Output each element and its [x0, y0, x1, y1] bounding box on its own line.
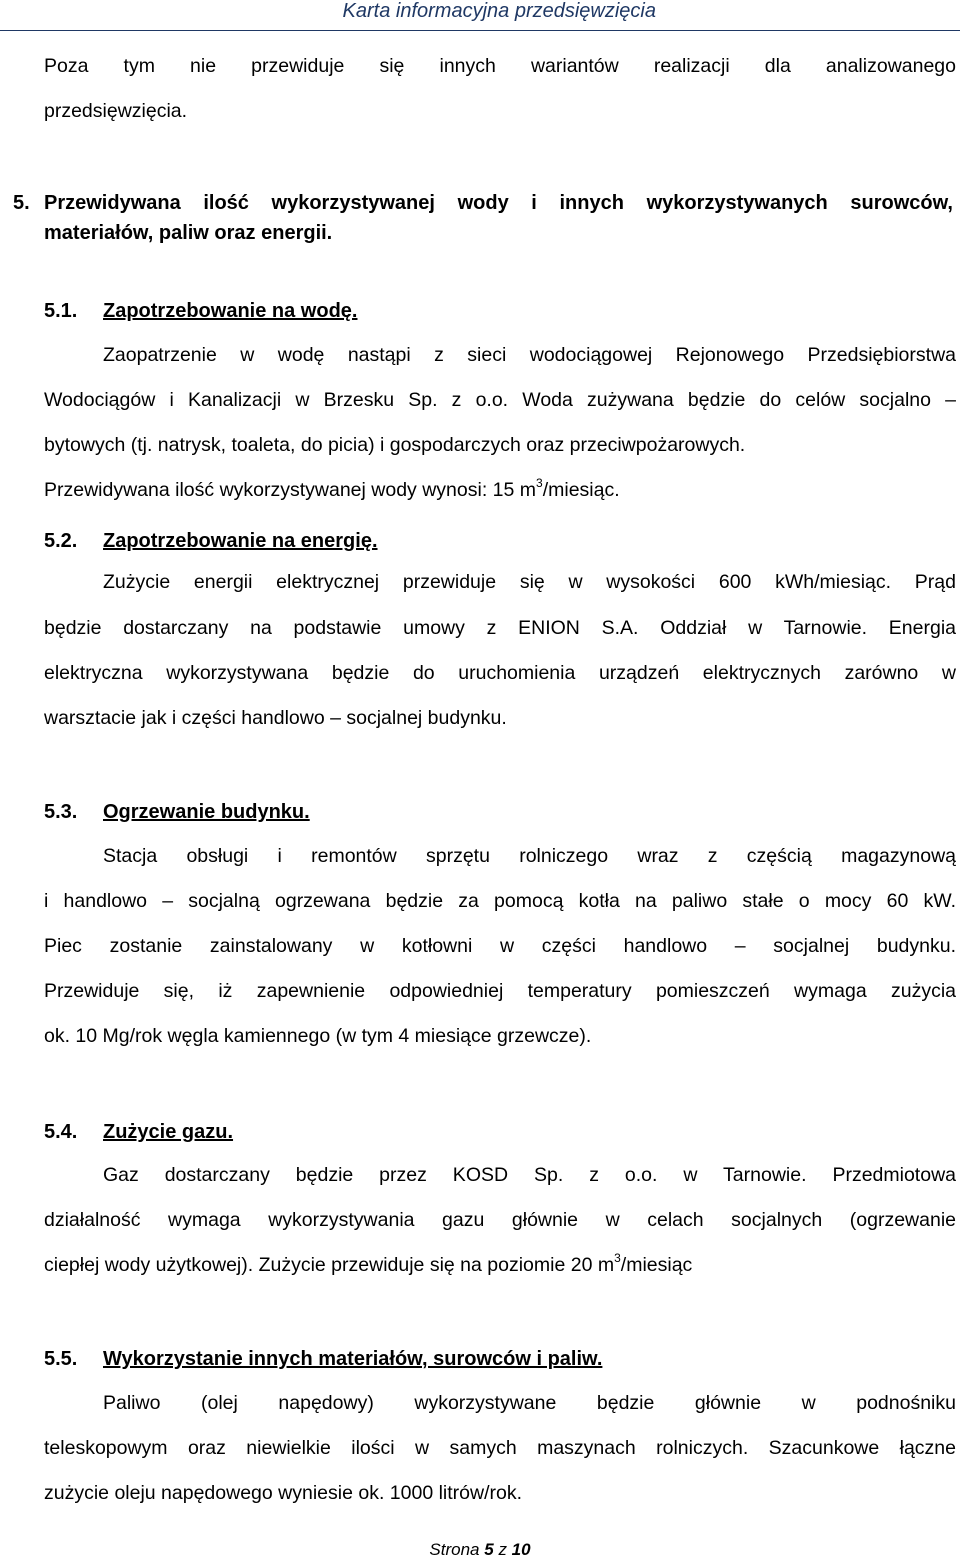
- subsection-5-4-title: Zużycie gazu.: [103, 1121, 234, 1143]
- subsection-5-1-number: 5.1.: [44, 300, 78, 322]
- s53-line-3: Piec zostanie zainstalowany w kotłowni w części handlowo – socjalnej budynku.: [44, 935, 956, 957]
- subsection-5-3-number: 5.3.: [44, 801, 78, 823]
- s52-line-2: będzie dostarczany na podstawie umowy z ENION S.A. Oddział w Tarnowie. Energia: [44, 617, 956, 639]
- s52-first-line-wrap: [103, 560, 956, 605]
- s51-usage-sup: 3: [536, 475, 543, 490]
- page-header-title: Karta informacyjna przedsięwzięcia: [342, 0, 656, 22]
- subsection-5-4-heading: [44, 1117, 233, 1147]
- footer-separator: z: [498, 1540, 507, 1559]
- subsection-5-2-heading: [44, 526, 378, 556]
- s54-usage-sup: 3: [614, 1250, 621, 1265]
- footer-page-number: 5: [484, 1540, 494, 1559]
- s55-first-line-wrap: [103, 1381, 956, 1426]
- footer-prefix: Strona: [429, 1540, 480, 1559]
- s53-line-4: Przewiduje się, iż zapewnienie odpowiedniej temperatury pomieszczeń wymaga zużycia: [44, 980, 956, 1002]
- subsection-5-2-number: 5.2.: [44, 530, 78, 552]
- s54-usage-text: ciepłej wody użytkowej). Zużycie przewiduje się na poziomie 20 m: [44, 1254, 615, 1276]
- s51-line-2: Wodociągów i Kanalizacji w Brzesku Sp. z o.o. Woda zużywana będzie do celów socjalno –: [44, 389, 956, 411]
- section-5-title-line-1: Przewidywana ilość wykorzystywanej wody i innych wykorzystywanych surowców,: [44, 192, 953, 214]
- s55-first-line: Paliwo (olej napędowy) wykorzystywane będzie głównie w podnośniku: [103, 1392, 956, 1414]
- s54-line-3: [44, 1243, 956, 1288]
- s53-first-line-wrap: [103, 834, 956, 879]
- s53-line-2: i handlowo – socjalną ogrzewana będzie za pomocą kotła na paliwo stałe o mocy 60 kW.: [44, 890, 956, 912]
- intro-line-2: przedsięwzięcia.: [44, 100, 188, 122]
- s54-line-2: działalność wymaga wykorzystywania gazu głównie w celach socjalnych (ogrzewanie: [44, 1209, 956, 1231]
- subsection-5-3-heading: [44, 797, 310, 827]
- intro-paragraph: [44, 44, 956, 134]
- s51-line-3: bytowych (tj. natrysk, toaleta, do picia) i gospodarczych oraz przeciwpożarowych.: [44, 434, 746, 456]
- header-divider: [0, 30, 960, 31]
- s51-paragraph: [44, 378, 956, 513]
- subsection-5-2-title: Zapotrzebowanie na energię.: [103, 530, 378, 552]
- s51-line-1: Zaopatrzenie w wodę nastąpi z sieci wodociągowej Rejonowego Przedsiębiorstwa: [103, 344, 956, 366]
- s51-line-1-wrap: [103, 333, 956, 378]
- s54-first-line-wrap: [103, 1153, 956, 1198]
- section-5-heading: [13, 188, 953, 248]
- section-5-title-line-2: materiałów, paliw oraz energii.: [44, 222, 333, 244]
- subsection-5-1-title: Zapotrzebowanie na wodę.: [103, 300, 358, 322]
- subsection-5-5-title: Wykorzystanie innych materiałów, surowców i paliw.: [103, 1348, 603, 1370]
- s54-usage-unit: /miesiąc: [620, 1254, 693, 1276]
- s52-line-3: elektryczna wykorzystywana będzie do uruchomienia urządzeń elektrycznych zarówno w: [44, 662, 956, 684]
- subsection-5-4-number: 5.4.: [44, 1121, 78, 1143]
- s55-line-2: teleskopowym oraz niewielkie ilości w samych maszynach rolniczych. Szacunkowe łączne: [44, 1437, 956, 1459]
- s54-first-line: Gaz dostarczany będzie przez KOSD Sp. z o.o. w Tarnowie. Przedmiotowa: [103, 1164, 956, 1186]
- s52-first-line: Zużycie energii elektrycznej przewiduje się w wysokości 600 kWh/miesiąc. Prąd: [103, 571, 956, 593]
- intro-line-1: Poza tym nie przewiduje się innych wariantów realizacji dla analizowanego: [44, 55, 956, 77]
- s52-line-4: warsztacie jak i części handlowo – socjalnej budynku.: [44, 707, 507, 729]
- s51-usage-text: Przewidywana ilość wykorzystywanej wody wynosi: 15 m: [44, 479, 537, 501]
- s53-line-5: ok. 10 Mg/rok węgla kamiennego (w tym 4 miesiące grzewcze).: [44, 1025, 592, 1047]
- s51-water-usage: [44, 468, 956, 513]
- subsection-5-5-number: 5.5.: [44, 1348, 78, 1370]
- subsection-5-1-heading: [44, 296, 357, 326]
- s55-paragraph: [44, 1426, 956, 1516]
- subsection-5-5-heading: [44, 1344, 602, 1374]
- s53-paragraph: [44, 879, 956, 1059]
- s54-paragraph: [44, 1198, 956, 1288]
- section-5-number: 5.: [13, 192, 30, 214]
- subsection-5-3-title: Ogrzewanie budynku.: [103, 801, 310, 823]
- s55-line-3: zużycie oleju napędowego wyniesie ok. 1000 litrów/rok.: [44, 1482, 523, 1504]
- s52-paragraph: [44, 606, 956, 741]
- s53-first-line: Stacja obsługi i remontów sprzętu rolniczego wraz z częścią magazynową: [103, 845, 956, 867]
- page-footer: [0, 1540, 960, 1560]
- s51-usage-unit: /miesiąc.: [542, 479, 620, 501]
- footer-total-pages: 10: [511, 1540, 531, 1559]
